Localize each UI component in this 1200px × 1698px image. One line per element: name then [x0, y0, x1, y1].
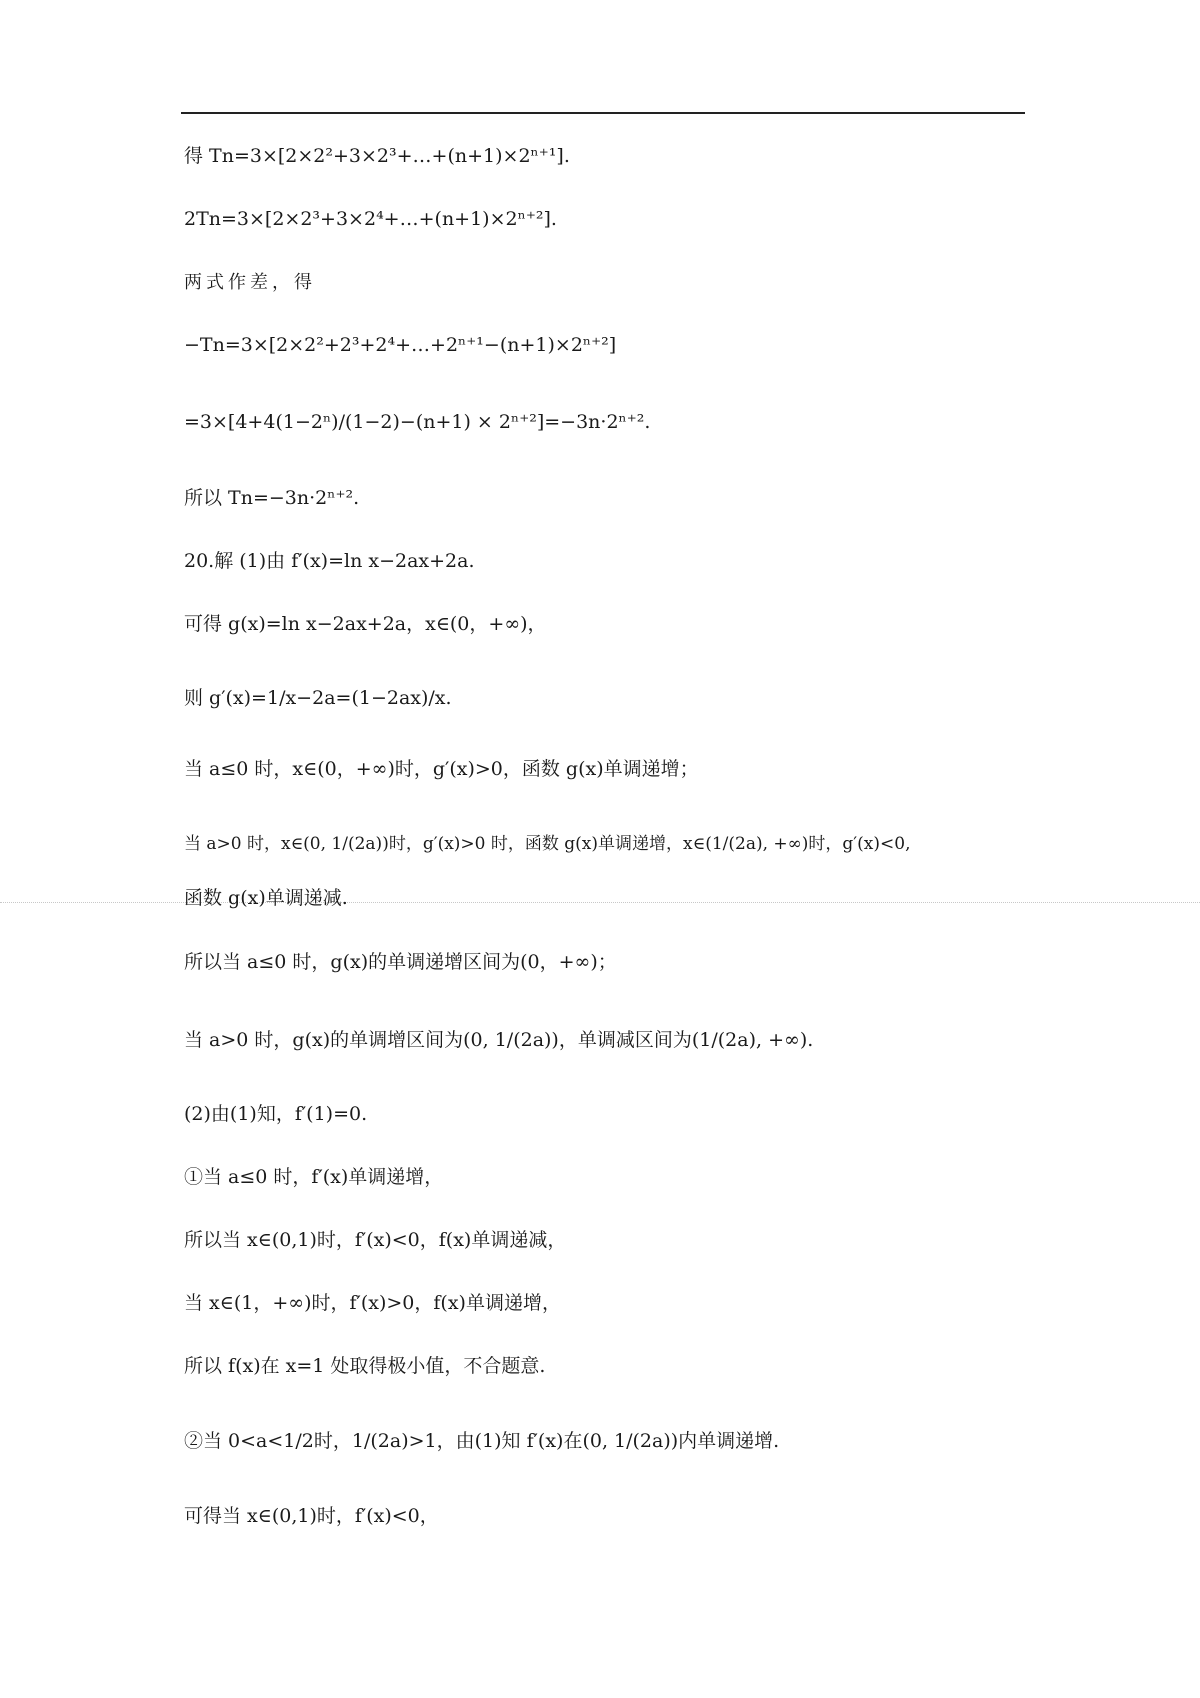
line-text: ②当 0<a<1/2时，1/(2a)>1，由(1)知 f′(x)在(0, 1/(2a))内单调递增.	[184, 1430, 780, 1452]
text-line-3	[184, 268, 316, 297]
text-line-12	[184, 884, 348, 912]
text-line-17	[184, 1226, 566, 1254]
line-text: 可得 g(x)=ln x−2ax+2a，x∈(0，+∞)，	[184, 613, 547, 635]
text-line-4	[184, 331, 616, 359]
line-text: 所以 f(x)在 x=1 处取得极小值，不合题意.	[184, 1355, 546, 1377]
line-text: (2)由(1)知，f′(1)=0.	[184, 1103, 368, 1125]
text-line-14	[184, 1026, 813, 1054]
text-line-9	[184, 684, 452, 712]
line-text: −Tn=3×[2×2²+2³+2⁴+…+2ⁿ⁺¹−(n+1)×2ⁿ⁺²]	[184, 334, 617, 356]
page-break-divider	[0, 902, 1200, 903]
text-line-7	[184, 547, 475, 575]
line-text: =3×[4+4(1−2ⁿ)/(1−2)−(n+1) × 2ⁿ⁺²]=−3n·2ⁿ⁺².	[184, 411, 651, 433]
line-text: 当 a>0 时，x∈(0, 1/(2a))时，g′(x)>0 时，函数 g(x)单调递增，x∈(1/(2a), +∞)时，g′(x)<0,	[184, 834, 911, 854]
line-text: ①当 a≤0 时，f′(x)单调递增，	[184, 1166, 444, 1188]
line-text: 可得当 x∈(0,1)时，f′(x)<0，	[184, 1505, 439, 1527]
line-text: 所以当 x∈(0,1)时，f′(x)<0，f(x)单调递减，	[184, 1229, 567, 1251]
text-line-15	[184, 1100, 367, 1128]
text-line-5	[184, 408, 650, 436]
line-text: 则 g′(x)=1/x−2a=(1−2ax)/x.	[184, 687, 452, 709]
line-text: 当 a≤0 时，x∈(0，+∞)时，g′(x)>0，函数 g(x)单调递增；	[184, 758, 699, 780]
line-text: 2Tn=3×[2×2³+3×2⁴+…+(n+1)×2ⁿ⁺²].	[184, 208, 557, 230]
text-line-16	[184, 1163, 443, 1191]
text-line-19	[184, 1352, 545, 1380]
text-line-21	[184, 1502, 439, 1530]
line-text: 当 x∈(1，+∞)时，f′(x)>0，f(x)单调递增，	[184, 1292, 561, 1314]
text-line-20	[184, 1427, 779, 1455]
line-text: 函数 g(x)单调递减.	[184, 887, 348, 909]
text-line-8	[184, 610, 547, 638]
line-text: 所以 Tn=−3n·2ⁿ⁺².	[184, 487, 360, 509]
line-text: 20.解 (1)由 f′(x)=ln x−2ax+2a.	[184, 550, 475, 572]
text-line-11	[184, 830, 910, 858]
text-line-10	[184, 755, 699, 783]
line-text: 所以当 a≤0 时，g(x)的单调递增区间为(0，+∞)；	[184, 951, 617, 973]
text-line-13	[184, 948, 617, 976]
header-rule	[181, 112, 1025, 114]
text-line-18	[184, 1289, 561, 1317]
text-line-2	[184, 205, 557, 233]
line-text: 当 a>0 时，g(x)的单调增区间为(0, 1/(2a))，单调减区间为(1/(2a), +∞).	[184, 1029, 814, 1051]
line-text: 两式作差，得	[184, 272, 316, 293]
line-text: 得 Tn=3×[2×2²+3×2³+…+(n+1)×2ⁿ⁺¹].	[184, 145, 570, 167]
text-line-1	[184, 142, 570, 170]
text-line-6	[184, 484, 359, 512]
